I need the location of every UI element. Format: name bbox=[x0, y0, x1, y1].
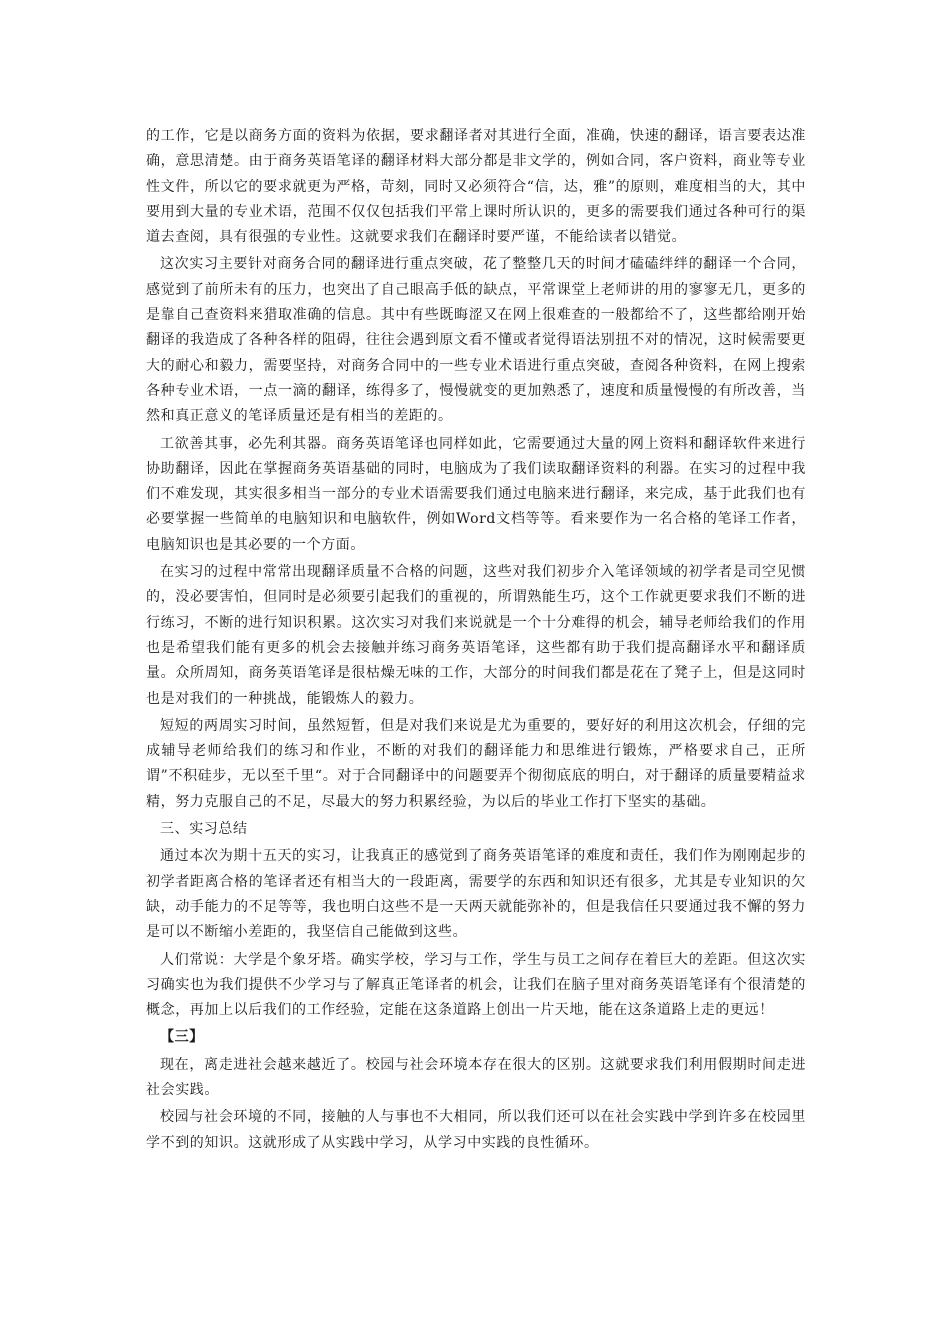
paragraph-9: 校园与社会环境的不同，接触的人与事也不大相同，所以我们还可以在社会实践中学到许多在校园里学不到的知识。这就形成了从实践中学习，从学习中实践的良性循环。 bbox=[146, 1109, 806, 1151]
paragraph-1: 的工作，它是以商务方面的资料为依据，要求翻译者对其进行全面，准确，快速的翻译，语言要表达准确，意思清楚。由于商务英语笔译的翻译材料大部分都是非文学的，例如合同，客户资料，商业等专业性文件，所以它的要求就更为严格，苛刻，同时又必须符合“信，达，雅”的原则，难度相当的大，其中要用到大量的专业术语，范围不仅仅包括我们平常上课时所认识的，更多的需要我们通过各种可行的渠道去查阅，具有很强的专业性。这就要求我们在翻译时要严谨，不能给读者以错觉。 bbox=[146, 128, 806, 246]
paragraph-2: 这次实习主要针对商务合同的翻译进行重点突破，花了整整几天的时间才磕磕绊绊的翻译一个合同，感觉到了前所未有的压力，也突出了自己眼高手低的缺点，平常课堂上老师讲的用的寥寥无几，更多的是靠自己查资料来猎取准确的信息。其中有些既晦涩又在网上很难查的一般都给不了，这些都给刚开始翻译的我造成了各种各样的阻碍，往往会遇到原文看不懂或者觉得语法别扭不对的情况，这时候需要更大的耐心和毅力，需要坚持，对商务合同中的一些专业术语进行重点突破，查阅各种资料，在网上搜索各种专业术语，一点一滴的翻译，练得多了，慢慢就变的更加熟悉了，速度和质量慢慢的有所改善，当然和真正意义的笔译质量还是有相当的差距的。 bbox=[146, 256, 806, 425]
paragraph-6: 通过本次为期十五天的实习，让我真正的感觉到了商务英语笔译的难度和责任，我们作为刚刚起步的初学者距离合格的笔译者还有相当大的一段距离，需要学的东西和知识还有很多，尤其是专业知识的欠缺，动手能力的不足等等，我也明白这些不是一天两天就能弥补的，但是我信任只要通过我不懈的努力是可以不断缩小差距的，我坚信自己能做到这些。 bbox=[146, 848, 806, 941]
paragraph-5: 短短的两周实习时间，虽然短暂，但是对我们来说是尤为重要的，要好好的利用这次机会，仔细的完成辅导老师给我们的练习和作业，不断的对我们的翻译能力和思维进行锻炼，严格要求自己，正所谓”不积硅步，无以至千里“。对于合同翻译中的问题要弄个彻彻底底的明白，对于翻译的质量要精益求精，努力克服自己的不足，尽最大的努力积累经验，为以后的毕业工作打下坚实的基础。 bbox=[146, 717, 806, 810]
paragraph-4: 在实习的过程中常常出现翻译质量不合格的问题，这些对我们初步介入笔译领域的初学者是司空见惯的，没必要害怕，但同时是必须要引起我们的重视的，所谓熟能生巧，这个工作就更要求我们不断的进行练习，不断的进行知识积累。这次实习对我们来说就是一个十分难得的机会，辅导老师给我们的作用也是希望我们能有更多的机会去接触并练习商务英语笔译，这些都有助于我们提高翻译水平和翻译质量。众所周知，商务英语笔译是很枯燥无味的工作，大部分的时间我们都是花在了凳子上，但是这同时也是对我们的一种挑战，能锻炼人的毅力。 bbox=[146, 564, 806, 707]
paragraph-7: 人们常说：大学是个象牙塔。确实学校，学习与工作，学生与员工之间存在着巨大的差距。但这次实习确实也为我们提供不少学习与了解真正笔译者的机会，让我们在脑子里对商务英语笔译有个很清楚的概念，再加上以后我们的工作经验，定能在这条道路上创出一片天地，能在这条道路上走的更远！ bbox=[146, 951, 806, 1019]
section-mark-three: 【三】 bbox=[160, 1029, 204, 1046]
paragraph-3: 工欲善其事，必先利其器。商务英语笔译也同样如此，它需要通过大量的网上资料和翻译软件来进行协助翻译，因此在掌握商务英语基础的同时，电脑成为了我们读取翻译资料的利器。在实习的过程中我们不难发现，其实很多相当一部分的专业术语需要我们通过电脑来进行翻译，来完成，基于此我们也有必要掌握一些简单的电脑知识和电脑软件，例如Word文档等等。看来要作为一名合格的笔译工作者，电脑知识也是其必要的一个方面。 bbox=[146, 435, 806, 553]
section-heading-summary: 三、实习总结 bbox=[160, 821, 248, 838]
document-page bbox=[146, 124, 806, 1158]
paragraph-8: 现在，离走进社会越来越近了。校园与社会环境本存在很大的区别。这就要求我们利用假期时间走进社会实践。 bbox=[146, 1056, 806, 1098]
